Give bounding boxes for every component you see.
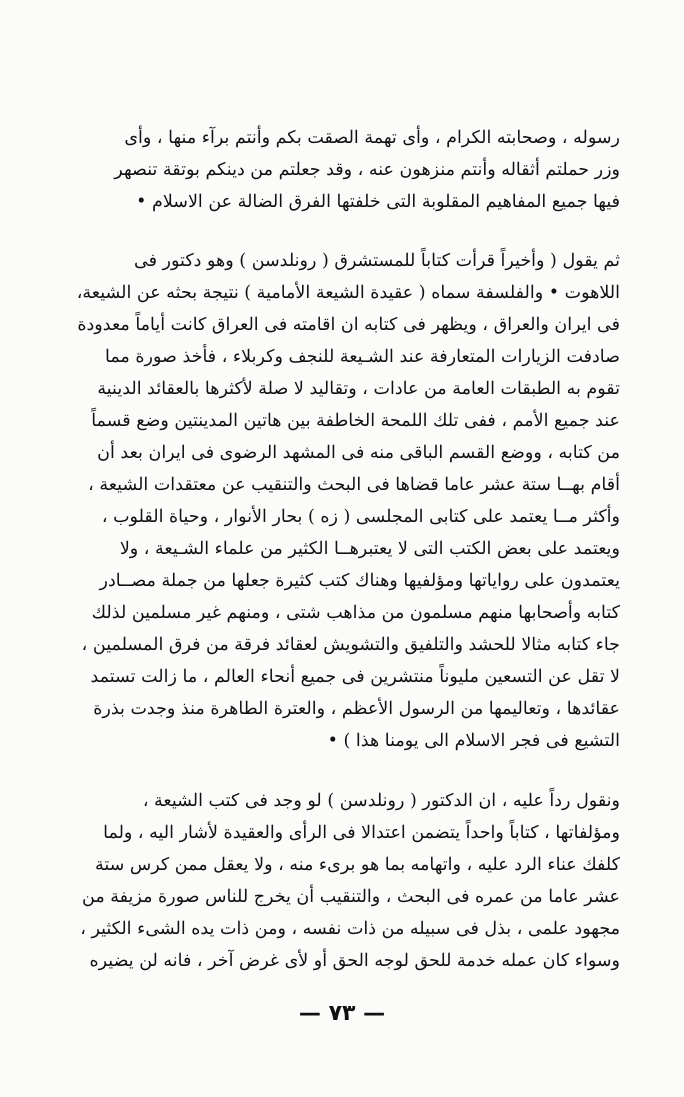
text-line: عشر عاما من عمره فى البحث ، والتنقيب أن يخرج للناس صورة مزيفة من [82,887,620,907]
text-line: كتابه وأصحابها منهم مسلمون من مذاهب شتى ، ومنهم غير مسلمين لذلك [91,603,620,623]
text-line: اللاهوت • والفلسفة سماه ( عقيدة الشيعة الأمامية ) نتيجة بحثه عن الشيعة، [76,283,620,303]
text-line: وأكثر مــا يعتمد على كتابى المجلسى ( زه ) بحار الأنوار ، وحياة القلوب ، [101,507,620,527]
text-line: عند جميع الأمم ، ففى تلك اللمحة الخاطفة بين هاتين المدينتين وضع قسماً [91,411,620,431]
page-number: — ٧٣ — [298,1001,386,1026]
text-line: عقائدها ، وتعاليمها من الرسول الأعظم ، والعترة الطاهرة منذ وجدت بذرة [93,699,620,719]
text-line: ثم يقول ( وأخيراً قرأت كتاباً للمستشرق ( رونلدسن ) وهو دكتور فى [134,251,620,271]
text-line: وزر حملتم أثقاله وأنتم منزهون عنه ، وقد جعلتم من دينكم بوتقة تنصهر [114,160,620,180]
text-line: رسوله ، وصحابته الكرام ، وأى تهمة الصقت بكم وأنتم برآء منها ، وأى [124,128,620,148]
text-line: فى ايران والعراق ، ويظهر فى كتابه ان اقامته فى العراق كانت أياماً معدودة [77,315,620,335]
text-line: أقام بهــا ستة عشر عاما قضاها فى البحث والتنقيب عن معتقدات الشيعة ، [88,475,620,495]
text-line: يعتمدون على رواياتها ومؤلفيها وهناك كتب كثيرة جعلها من جملة مصــادر [99,571,620,591]
text-line: صادفت الزيارات المتعارفة عند الشـيعة للنجف وكربلاء ، فأخذ صورة مما [104,347,620,367]
text-line: كلفك عناء الرد عليه ، واتهامه بما هو برىء منه ، ولا يعقل ممن كرس ستة [94,855,620,875]
text-line: وسواء كان عمله خدمة للحق لوجه الحق أو لأى غرض آخر ، فانه لن يضيره [89,951,620,971]
text-line: التشيع فى فجر الاسلام الى يومنا هذا ) • [327,731,620,751]
paragraph-3 [62,785,620,977]
text-line: ونقول رداً عليه ، ان الدكتور ( رونلدسن ) لو وجد فى كتب الشيعة ، [142,791,620,811]
text-line: لا تقل عن التسعين مليوناً منتشرين فى جميع أنحاء العالم ، ما زالت تستمد [90,667,620,687]
text-line: ويعتمد على بعض الكتب التى لا يعتبرهــا الكثير من علماء الشـيعة ، ولا [119,539,620,559]
paragraph-2 [62,245,620,757]
text-line: من كتابه ، ووضع القسم الباقى منه فى المشهد الرضوى فى ايران بعد أن [97,443,620,463]
text-line: تقوم به الطبقات العامة من عادات ، وتقاليد لا صلة لأكثرها بالعقائد الدينية [97,379,620,399]
text-line: ومؤلفاتها ، كتاباً واحداً يتضمن اعتدالا فى الرأى والعقيدة لأشار اليه ، ولما [103,823,620,843]
paragraph-1 [62,122,620,218]
text-line: جاء كتابه مثالا للحشد والتلفيق والتشويش لعقائد فرقة من فرق المسلمين ، [81,635,620,655]
text-line: مجهود علمى ، بذل فى سبيله من ذات نفسه ، ومن ذات يده الشىء الكثير ، [80,919,620,939]
text-line: فيها جميع المفاهيم المقلوبة التى خلفتها الفرق الضالة عن الاسلام • [136,192,620,212]
